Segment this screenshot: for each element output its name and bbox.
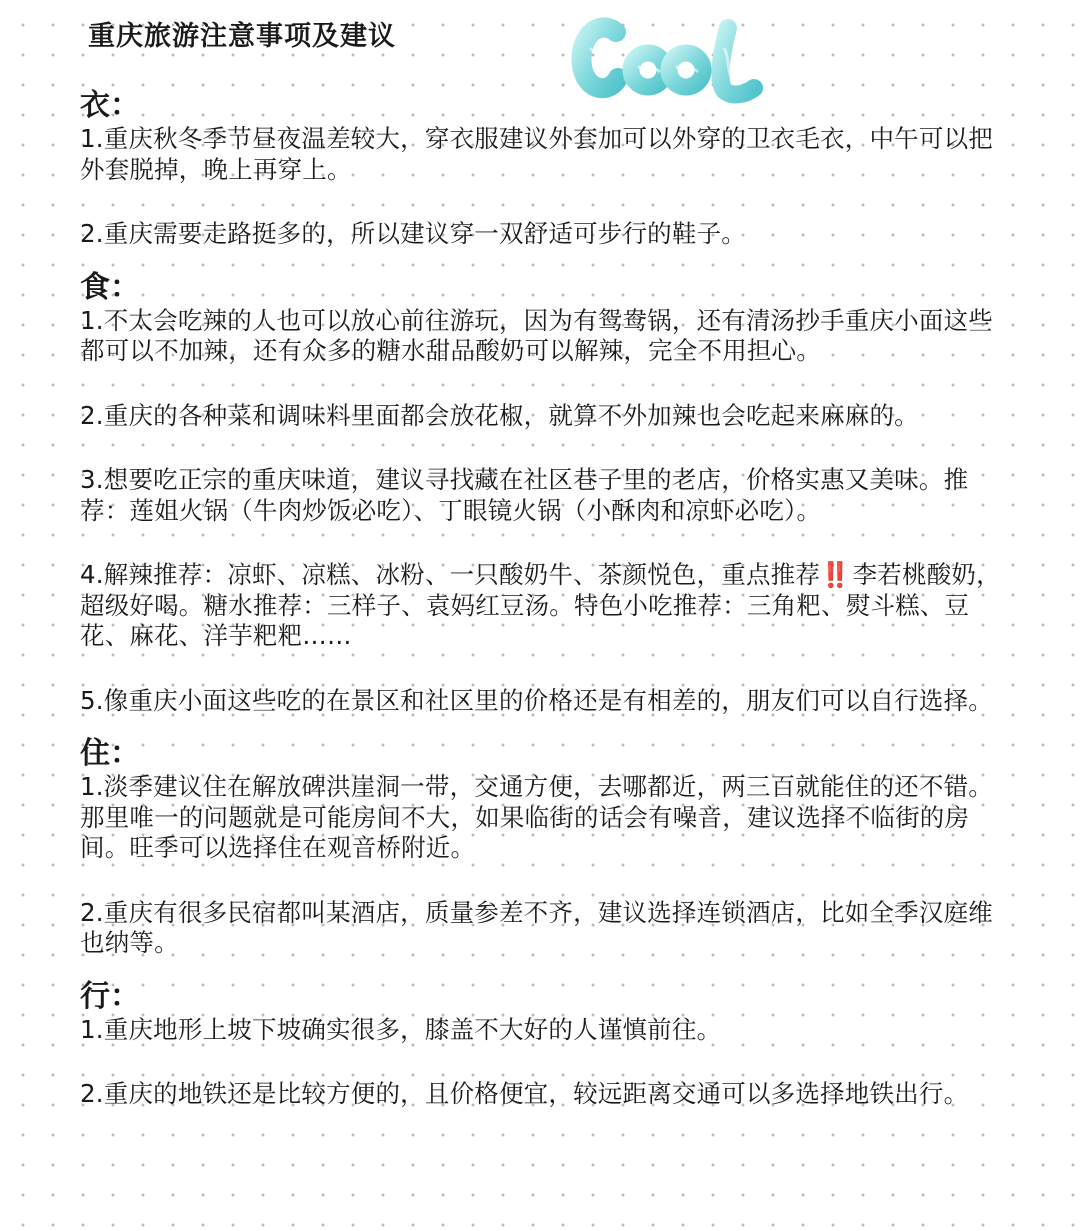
- section-heading-food: 食：: [80, 269, 140, 305]
- food-item-4-text-start: 4.解辣推荐：凉虾、凉糕、冰粉、一只酸奶牛、茶颜悦色，重点推荐: [80, 560, 821, 589]
- content: [80, 88, 1005, 1110]
- food-item: 2.重庆的各种菜和调味料里面都会放花椒，就算不外加辣也会吃起来麻麻的。: [80, 400, 919, 430]
- food-item-4: [80, 560, 1005, 652]
- food-item: 5.像重庆小面这些吃的在景区和社区里的价格还是有相差的，朋友们可以自行选择。: [80, 685, 993, 715]
- section-heading-travel: 行：: [80, 978, 140, 1014]
- clothing-item: 1.重庆秋冬季节昼夜温差较大，穿衣服建议外套加可以外穿的卫衣毛衣，中午可以把外套脱掉，晚上再穿上。: [80, 124, 993, 184]
- section-heading-lodging: 住：: [80, 736, 140, 771]
- food-item: 3.想要吃正宗的重庆味道，建议寻找藏在社区巷子里的老店，价格实惠又美味。推荐：莲姐火锅（牛肉炒饭必吃）、丁眼镜火锅（小酥肉和凉虾必吃）。: [80, 465, 969, 525]
- page-title: 重庆旅游注意事项及建议: [88, 21, 396, 52]
- food-item: 1.不太会吃辣的人也可以放心前往游玩，因为有鸳鸯锅，还有清汤抄手重庆小面这些都可以不加辣，还有众多的糖水甜品酸奶可以解辣，完全不用担心。: [80, 305, 993, 365]
- travel-item: 1.重庆地形上坡下坡确实很多，膝盖不大好的人谨慎前往。: [80, 1014, 722, 1044]
- clothing-item: 2.重庆需要走路挺多的，所以建议穿一双舒适可步行的鞋子。: [80, 219, 746, 248]
- lodging-item: 1.淡季建议住在解放碑洪崖洞一带，交通方便，去哪都近，两三百就能住的还不错。那里唯一的问题就是可能房间不大，如果临街的话会有噪音，建议选择不临街的房间。旺季可以选择住在观音桥附近。: [80, 772, 993, 862]
- section-heading-clothing: 衣：: [80, 88, 140, 123]
- food-item-4-text-end: 李若桃酸奶，超级好喝。糖水推荐：三样子、袁妈红豆汤。特色小吃推荐：三角粑、熨斗糕、豆花、麻花、洋芋粑粑……: [80, 560, 1001, 650]
- double-exclamation-icon: ‼️: [820, 560, 849, 589]
- lodging-item: 2.重庆有很多民宿都叫某酒店，质量参差不齐，建议选择连锁酒店，比如全季汉庭维也纳等。: [80, 897, 993, 957]
- travel-item: 2.重庆的地铁还是比较方便的，且价格便宜，较远距离交通可以多选择地铁出行。: [80, 1079, 969, 1108]
